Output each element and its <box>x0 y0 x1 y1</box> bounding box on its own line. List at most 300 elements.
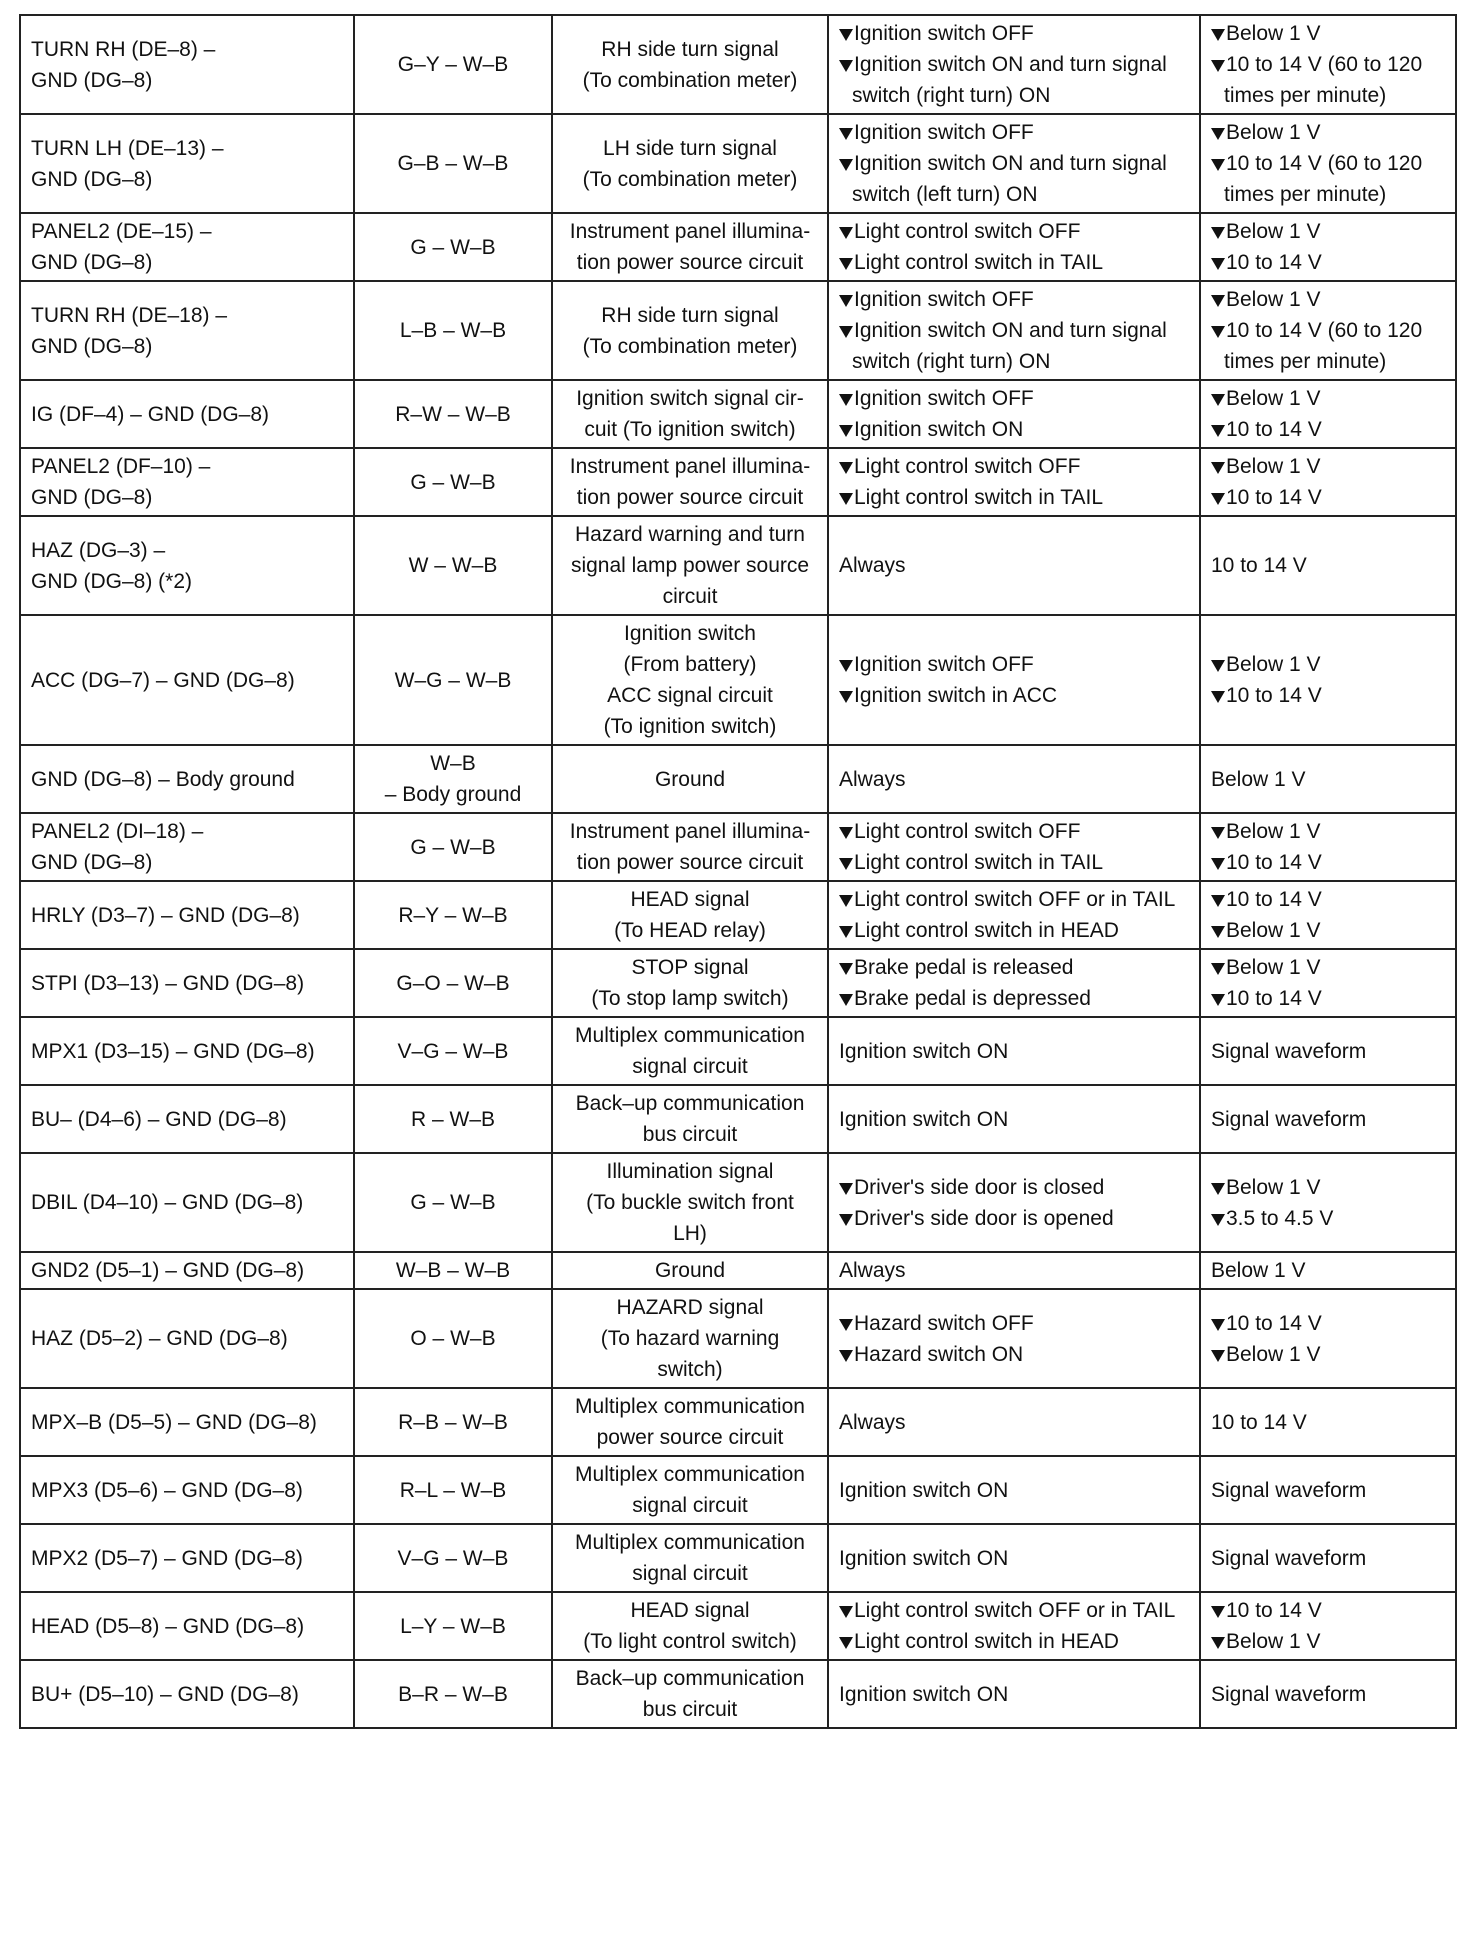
wiring-color-cell-line: R–B – W–B <box>398 1410 508 1434</box>
specified-condition-cell-item <box>1211 952 1445 983</box>
terminal-symbol-cell-line: ACC (DG–7) – GND (DG–8) <box>31 668 295 692</box>
terminal-description-cell-line: Instrument panel illumina- <box>569 455 811 478</box>
specified-condition-cell-item <box>1211 346 1445 377</box>
terminal-description-cell-line: Ground <box>654 767 726 791</box>
condition-cell <box>828 1252 1200 1289</box>
bullet-triangle-icon <box>1211 691 1225 703</box>
bullet-triangle-icon <box>839 858 853 870</box>
specified-condition-cell-text: Below 1 V <box>1211 1259 1306 1282</box>
bullet-triangle-icon <box>839 1637 853 1649</box>
table-row <box>20 1660 1456 1728</box>
terminal-description-cell-line: tion power source circuit <box>576 486 804 509</box>
specified-condition-cell-item <box>1211 847 1445 878</box>
condition-cell-item <box>839 847 1189 878</box>
condition-cell-text: Light control switch in HEAD <box>854 1630 1119 1653</box>
bullet-triangle-icon <box>839 493 853 505</box>
condition-cell-text: Hazard switch ON <box>854 1342 1024 1366</box>
specified-condition-cell <box>1200 1660 1456 1728</box>
bullet-triangle-icon <box>1211 858 1225 870</box>
specified-condition-cell-item <box>1211 80 1445 111</box>
condition-cell-item <box>839 1172 1189 1203</box>
terminal-symbol-cell <box>20 1252 354 1289</box>
terminal-symbol-cell-line: GND (DG–8) <box>31 334 153 358</box>
terminal-description-cell <box>552 114 828 213</box>
terminal-symbol-cell-line: PANEL2 (DE–15) – <box>31 220 212 243</box>
specified-condition-cell <box>1200 1456 1456 1524</box>
condition-cell-text: Ignition switch OFF <box>854 387 1034 410</box>
specified-condition-cell-text: times per minute) <box>1224 183 1387 206</box>
bullet-triangle-icon <box>839 159 853 171</box>
specified-condition-cell-item <box>1211 1255 1445 1286</box>
condition-cell-text: Ignition switch in ACC <box>854 684 1058 707</box>
specified-condition-cell-item <box>1211 414 1445 445</box>
specified-condition-cell-text: 10 to 14 V <box>1226 418 1322 441</box>
specified-condition-cell-item <box>1211 284 1445 315</box>
terminal-symbol-cell-line: GND (DG–8) – Body ground <box>31 767 295 791</box>
terminal-description-cell-line: Ignition switch signal cir- <box>576 387 804 410</box>
terminal-symbol-cell <box>20 281 354 380</box>
specified-condition-cell <box>1200 114 1456 213</box>
terminal-description-cell-line: Multiplex communication <box>575 1395 805 1418</box>
specified-condition-cell <box>1200 1524 1456 1592</box>
bullet-triangle-icon <box>1211 128 1225 140</box>
wiring-color-cell <box>354 615 552 745</box>
bullet-triangle-icon <box>839 394 853 406</box>
specified-condition-cell-text: Below 1 V <box>1226 387 1321 410</box>
specified-condition-cell-item <box>1211 216 1445 247</box>
specified-condition-cell-item <box>1211 1203 1445 1234</box>
condition-cell <box>828 15 1200 114</box>
wiring-color-cell <box>354 881 552 949</box>
wiring-color-cell <box>354 1085 552 1153</box>
terminal-description-cell <box>552 1153 828 1252</box>
wiring-color-cell-line: G – W–B <box>410 1191 496 1214</box>
specified-condition-cell-item <box>1211 1595 1445 1626</box>
specified-condition-cell-text: 10 to 14 V <box>1211 554 1307 577</box>
terminal-description-cell-line: HAZARD signal <box>616 1296 764 1319</box>
condition-cell-item <box>839 148 1189 179</box>
specified-condition-cell-item <box>1211 816 1445 847</box>
condition-cell-text: Ignition switch ON <box>839 1546 1009 1570</box>
table-row <box>20 281 1456 380</box>
terminal-description-cell-line: (To hazard warning <box>600 1327 780 1350</box>
specified-condition-cell-text: Signal waveform <box>1211 1546 1367 1570</box>
specified-condition-cell-text: Signal waveform <box>1211 1107 1367 1131</box>
wiring-color-cell <box>354 1388 552 1456</box>
terminal-description-cell-line: (To HEAD relay) <box>614 919 766 942</box>
terminal-symbol-cell <box>20 949 354 1017</box>
table-row <box>20 516 1456 615</box>
bullet-triangle-icon <box>839 827 853 839</box>
specified-condition-cell-item <box>1211 18 1445 49</box>
wiring-color-cell-line: G–O – W–B <box>396 971 510 995</box>
specified-condition-cell <box>1200 1153 1456 1252</box>
condition-cell-item <box>839 1595 1189 1626</box>
condition-cell-text: Brake pedal is depressed <box>854 987 1091 1010</box>
specified-condition-cell-item <box>1211 884 1445 915</box>
specified-condition-cell-text: 10 to 14 V <box>1226 1311 1322 1335</box>
condition-cell-item <box>839 346 1189 377</box>
wiring-color-cell <box>354 15 552 114</box>
terminal-symbol-cell-line: MPX–B (D5–5) – GND (DG–8) <box>31 1410 317 1434</box>
terminal-symbol-cell-line: TURN RH (DE–18) – <box>31 303 228 327</box>
terminal-symbol-cell-line: PANEL2 (DI–18) – <box>31 820 204 843</box>
terminal-description-cell <box>552 881 828 949</box>
bullet-triangle-icon <box>839 60 853 72</box>
terminal-description-cell-line: STOP signal <box>631 956 749 979</box>
terminal-symbol-cell-line: GND (DG–8) (*2) <box>31 569 193 593</box>
terminal-description-cell-line: (To combination meter) <box>582 68 798 92</box>
terminal-description-cell <box>552 1289 828 1388</box>
terminal-description-cell <box>552 15 828 114</box>
condition-cell <box>828 114 1200 213</box>
bullet-triangle-icon <box>1211 1606 1225 1618</box>
bullet-triangle-icon <box>1211 1319 1225 1331</box>
terminal-symbol-cell-line: MPX3 (D5–6) – GND (DG–8) <box>31 1478 303 1502</box>
condition-cell <box>828 949 1200 1017</box>
condition-cell-text: Ignition switch ON <box>854 418 1024 441</box>
condition-cell-item <box>839 247 1189 278</box>
condition-cell-text: Ignition switch OFF <box>854 653 1034 676</box>
specified-condition-cell-item <box>1211 148 1445 179</box>
terminal-symbol-cell <box>20 448 354 516</box>
terminal-description-cell-line: RH side turn signal <box>601 303 779 327</box>
bullet-triangle-icon <box>839 691 853 703</box>
terminal-symbol-cell-line: HEAD (D5–8) – GND (DG–8) <box>31 1614 305 1638</box>
terminal-symbol-cell-line: STPI (D3–13) – GND (DG–8) <box>31 971 305 995</box>
condition-cell <box>828 881 1200 949</box>
specified-condition-cell-text: Below 1 V <box>1226 220 1321 243</box>
terminal-symbol-cell <box>20 1456 354 1524</box>
terminal-description-cell <box>552 1085 828 1153</box>
specified-condition-cell-text: Below 1 V <box>1226 820 1321 843</box>
bullet-triangle-icon <box>1211 425 1225 437</box>
condition-cell-text: Light control switch in TAIL <box>854 851 1104 874</box>
wiring-color-cell-line: L–Y – W–B <box>400 1614 506 1638</box>
condition-cell-text: Ignition switch ON and turn signal <box>854 319 1167 342</box>
condition-cell-item <box>839 315 1189 346</box>
wiring-color-cell-line: R–W – W–B <box>395 402 511 426</box>
condition-cell-item <box>839 952 1189 983</box>
specified-condition-cell <box>1200 380 1456 448</box>
terminal-description-cell-line: signal circuit <box>632 1562 748 1585</box>
specified-condition-cell-item <box>1211 915 1445 946</box>
specified-condition-cell-item <box>1211 482 1445 513</box>
specified-condition-cell-item <box>1211 451 1445 482</box>
condition-cell-item <box>839 915 1189 946</box>
terminal-symbol-cell-line: TURN RH (DE–8) – <box>31 37 216 61</box>
bullet-triangle-icon <box>1211 394 1225 406</box>
condition-cell-text: Always <box>839 1259 906 1282</box>
condition-cell-text: Light control switch OFF <box>854 220 1081 243</box>
terminal-description-cell-line: Multiplex communication <box>575 1024 805 1047</box>
specified-condition-cell-item <box>1211 1407 1445 1438</box>
condition-cell-text: Ignition switch ON <box>839 1478 1009 1502</box>
terminal-description-cell <box>552 448 828 516</box>
specified-condition-cell-item <box>1211 1475 1445 1506</box>
terminal-voltage-table <box>19 14 1457 1729</box>
specified-condition-cell-item <box>1211 315 1445 346</box>
terminal-description-cell-line: (From battery) <box>623 653 757 676</box>
wiring-color-cell-line: G – W–B <box>410 235 496 259</box>
specified-condition-cell-item <box>1211 1339 1445 1370</box>
bullet-triangle-icon <box>839 1183 853 1195</box>
condition-cell-text: Ignition switch ON <box>839 1039 1009 1063</box>
specified-condition-cell-item <box>1211 680 1445 711</box>
condition-cell <box>828 448 1200 516</box>
condition-cell-text: Light control switch in HEAD <box>854 919 1119 942</box>
condition-cell-item <box>839 1255 1189 1286</box>
wiring-color-cell-line: G–B – W–B <box>397 152 509 175</box>
wiring-color-cell-line: G–Y – W–B <box>397 53 509 76</box>
table-row <box>20 1524 1456 1592</box>
condition-cell-item <box>839 816 1189 847</box>
terminal-description-cell-line: (To ignition switch) <box>603 715 777 738</box>
condition-cell-item <box>839 550 1189 581</box>
condition-cell-item <box>839 1339 1189 1370</box>
terminal-description-cell-line: Instrument panel illumina- <box>569 220 811 243</box>
table-row <box>20 114 1456 213</box>
condition-cell-text: Driver's side door is closed <box>854 1175 1105 1199</box>
terminal-symbol-cell <box>20 1017 354 1085</box>
condition-cell-text: Driver's side door is opened <box>854 1206 1114 1230</box>
terminal-symbol-cell-line: HRLY (D3–7) – GND (DG–8) <box>31 903 300 927</box>
specified-condition-cell <box>1200 1289 1456 1388</box>
terminal-description-cell-line: LH side turn signal <box>603 136 777 160</box>
specified-condition-cell <box>1200 745 1456 813</box>
terminal-description-cell-line: Back–up communication <box>575 1667 805 1690</box>
bullet-triangle-icon <box>839 258 853 270</box>
terminal-description-cell-line: Ground <box>654 1259 726 1282</box>
condition-cell-text: Light control switch OFF <box>854 455 1081 478</box>
specified-condition-cell-item <box>1211 1036 1445 1067</box>
specified-condition-cell <box>1200 1592 1456 1660</box>
condition-cell <box>828 281 1200 380</box>
condition-cell-item <box>839 80 1189 111</box>
terminal-description-cell-line: Ignition switch <box>624 622 756 645</box>
specified-condition-cell-item <box>1211 49 1445 80</box>
terminal-description-cell-line: Hazard warning and turn <box>575 523 805 546</box>
condition-cell <box>828 745 1200 813</box>
specified-condition-cell-item <box>1211 247 1445 278</box>
condition-cell-text: Ignition switch OFF <box>854 121 1034 144</box>
specified-condition-cell-text: times per minute) <box>1224 350 1387 373</box>
terminal-symbol-cell <box>20 114 354 213</box>
specified-condition-cell-text: 10 to 14 V (60 to 120 <box>1226 152 1423 175</box>
condition-cell-item <box>839 1543 1189 1574</box>
specified-condition-cell-text: Signal waveform <box>1211 1478 1367 1502</box>
specified-condition-cell-item <box>1211 983 1445 1014</box>
terminal-description-cell-line: signal circuit <box>632 1494 748 1517</box>
specified-condition-cell <box>1200 448 1456 516</box>
wiring-color-cell <box>354 1660 552 1728</box>
specified-condition-cell-item <box>1211 1679 1445 1710</box>
terminal-description-cell-line: circuit <box>662 585 718 608</box>
table-row <box>20 1252 1456 1289</box>
table-row <box>20 813 1456 881</box>
condition-cell-item <box>839 451 1189 482</box>
bullet-triangle-icon <box>1211 462 1225 474</box>
table-row <box>20 1289 1456 1388</box>
specified-condition-cell <box>1200 813 1456 881</box>
specified-condition-cell-item <box>1211 179 1445 210</box>
terminal-description-cell-line: tion power source circuit <box>576 851 804 874</box>
table-row <box>20 949 1456 1017</box>
condition-cell-item <box>839 983 1189 1014</box>
terminal-symbol-cell <box>20 745 354 813</box>
terminal-description-cell-line: signal lamp power source <box>570 554 810 577</box>
specified-condition-cell-text: Below 1 V <box>1226 1342 1321 1366</box>
table-row <box>20 881 1456 949</box>
condition-cell-text: Brake pedal is released <box>854 956 1074 979</box>
bullet-triangle-icon <box>839 1606 853 1618</box>
table-row <box>20 1085 1456 1153</box>
condition-cell-item <box>839 216 1189 247</box>
specified-condition-cell-text: Below 1 V <box>1226 1175 1321 1199</box>
condition-cell-item <box>839 1626 1189 1657</box>
condition-cell <box>828 213 1200 281</box>
terminal-description-cell-line: Illumination signal <box>606 1160 774 1183</box>
bullet-triangle-icon <box>839 895 853 907</box>
terminal-symbol-cell <box>20 1085 354 1153</box>
specified-condition-cell <box>1200 881 1456 949</box>
specified-condition-cell-text: Below 1 V <box>1226 1630 1321 1653</box>
wiring-color-cell <box>354 949 552 1017</box>
bullet-triangle-icon <box>1211 1214 1225 1226</box>
condition-cell <box>828 1017 1200 1085</box>
condition-cell <box>828 1456 1200 1524</box>
condition-cell-item <box>839 49 1189 80</box>
condition-cell-text: Light control switch in TAIL <box>854 251 1104 274</box>
terminal-description-cell-line: RH side turn signal <box>601 37 779 61</box>
terminal-description-cell-line: power source circuit <box>596 1426 784 1449</box>
condition-cell <box>828 380 1200 448</box>
terminal-description-cell-line: (To light control switch) <box>583 1630 797 1653</box>
table-row <box>20 1017 1456 1085</box>
specified-condition-cell-text: Below 1 V <box>1226 956 1321 979</box>
wiring-color-cell <box>354 516 552 615</box>
condition-cell-item <box>839 649 1189 680</box>
terminal-description-cell-line: Back–up communication <box>575 1092 805 1115</box>
specified-condition-cell-text: Below 1 V <box>1226 919 1321 942</box>
specified-condition-cell-text: 10 to 14 V <box>1226 486 1322 509</box>
specified-condition-cell-item <box>1211 550 1445 581</box>
wiring-color-cell <box>354 1252 552 1289</box>
bullet-triangle-icon <box>839 1350 853 1362</box>
condition-cell-item <box>839 1203 1189 1234</box>
terminal-symbol-cell-line: GND (DG–8) <box>31 68 153 92</box>
table-row <box>20 213 1456 281</box>
terminal-description-cell-line: Multiplex communication <box>575 1531 805 1554</box>
specified-condition-cell-item <box>1211 1543 1445 1574</box>
condition-cell <box>828 1388 1200 1456</box>
wiring-color-cell-line: R–L – W–B <box>399 1478 507 1502</box>
condition-cell-item <box>839 680 1189 711</box>
condition-cell-text: switch (left turn) ON <box>852 183 1038 206</box>
wiring-color-cell-line: O – W–B <box>410 1327 496 1350</box>
terminal-description-cell-line: tion power source circuit <box>576 251 804 274</box>
wiring-color-cell <box>354 213 552 281</box>
specified-condition-cell <box>1200 516 1456 615</box>
condition-cell-text: Ignition switch OFF <box>854 288 1034 311</box>
specified-condition-cell-text: 10 to 14 V <box>1226 251 1322 274</box>
specified-condition-cell <box>1200 1085 1456 1153</box>
terminal-description-cell <box>552 1524 828 1592</box>
condition-cell-text: Light control switch in TAIL <box>854 486 1104 509</box>
bullet-triangle-icon <box>1211 60 1225 72</box>
bullet-triangle-icon <box>1211 660 1225 672</box>
table-row <box>20 448 1456 516</box>
wiring-color-cell <box>354 1017 552 1085</box>
specified-condition-cell-text: 10 to 14 V <box>1226 684 1322 707</box>
bullet-triangle-icon <box>1211 1350 1225 1362</box>
table-row <box>20 745 1456 813</box>
bullet-triangle-icon <box>839 660 853 672</box>
terminal-description-cell-line: Instrument panel illumina- <box>569 820 811 843</box>
condition-cell-text: Ignition switch ON and turn signal <box>854 53 1167 76</box>
specified-condition-cell-item <box>1211 117 1445 148</box>
condition-cell <box>828 1085 1200 1153</box>
wiring-color-cell-line: W – W–B <box>408 554 498 577</box>
bullet-triangle-icon <box>839 926 853 938</box>
wiring-color-cell <box>354 813 552 881</box>
condition-cell-text: Ignition switch ON <box>839 1107 1009 1131</box>
bullet-triangle-icon <box>1211 827 1225 839</box>
bullet-triangle-icon <box>1211 1637 1225 1649</box>
terminal-description-cell <box>552 813 828 881</box>
bullet-triangle-icon <box>1211 295 1225 307</box>
wiring-color-cell <box>354 1524 552 1592</box>
specified-condition-cell-text: Signal waveform <box>1211 1682 1367 1706</box>
bullet-triangle-icon <box>839 994 853 1006</box>
terminal-description-cell <box>552 1592 828 1660</box>
specified-condition-cell-item <box>1211 649 1445 680</box>
condition-cell <box>828 813 1200 881</box>
terminal-description-cell-line: HEAD signal <box>630 1599 750 1622</box>
condition-cell-text: Ignition switch OFF <box>854 22 1034 45</box>
terminal-symbol-cell <box>20 1660 354 1728</box>
terminal-symbol-cell-line: HAZ (D5–2) – GND (DG–8) <box>31 1327 288 1350</box>
terminal-symbol-cell-line: GND (DG–8) <box>31 486 153 509</box>
terminal-symbol-cell-line: PANEL2 (DF–10) – <box>31 455 211 478</box>
terminal-symbol-cell-line: GND (DG–8) <box>31 851 153 874</box>
condition-cell <box>828 1289 1200 1388</box>
table-body <box>20 15 1456 1728</box>
condition-cell-item <box>839 179 1189 210</box>
terminal-description-cell-line: ACC signal circuit <box>607 684 773 707</box>
bullet-triangle-icon <box>839 295 853 307</box>
condition-cell-text: Light control switch OFF or in TAIL <box>854 888 1176 911</box>
specified-condition-cell-item <box>1211 1104 1445 1135</box>
terminal-description-cell <box>552 1388 828 1456</box>
terminal-description-cell <box>552 281 828 380</box>
terminal-symbol-cell <box>20 813 354 881</box>
condition-cell <box>828 1660 1200 1728</box>
wiring-color-cell-line: W–B – W–B <box>395 1259 511 1282</box>
terminal-description-cell-line: bus circuit <box>642 1698 738 1721</box>
terminal-description-cell <box>552 1252 828 1289</box>
specified-condition-cell-item <box>1211 1308 1445 1339</box>
condition-cell-text: Hazard switch OFF <box>854 1311 1034 1335</box>
wiring-color-cell <box>354 1289 552 1388</box>
condition-cell-item <box>839 1036 1189 1067</box>
wiring-color-cell <box>354 281 552 380</box>
bullet-triangle-icon <box>1211 963 1225 975</box>
terminal-description-cell <box>552 1660 828 1728</box>
condition-cell-item <box>839 1104 1189 1135</box>
condition-cell-item <box>839 884 1189 915</box>
terminal-description-cell-line: bus circuit <box>642 1123 738 1146</box>
